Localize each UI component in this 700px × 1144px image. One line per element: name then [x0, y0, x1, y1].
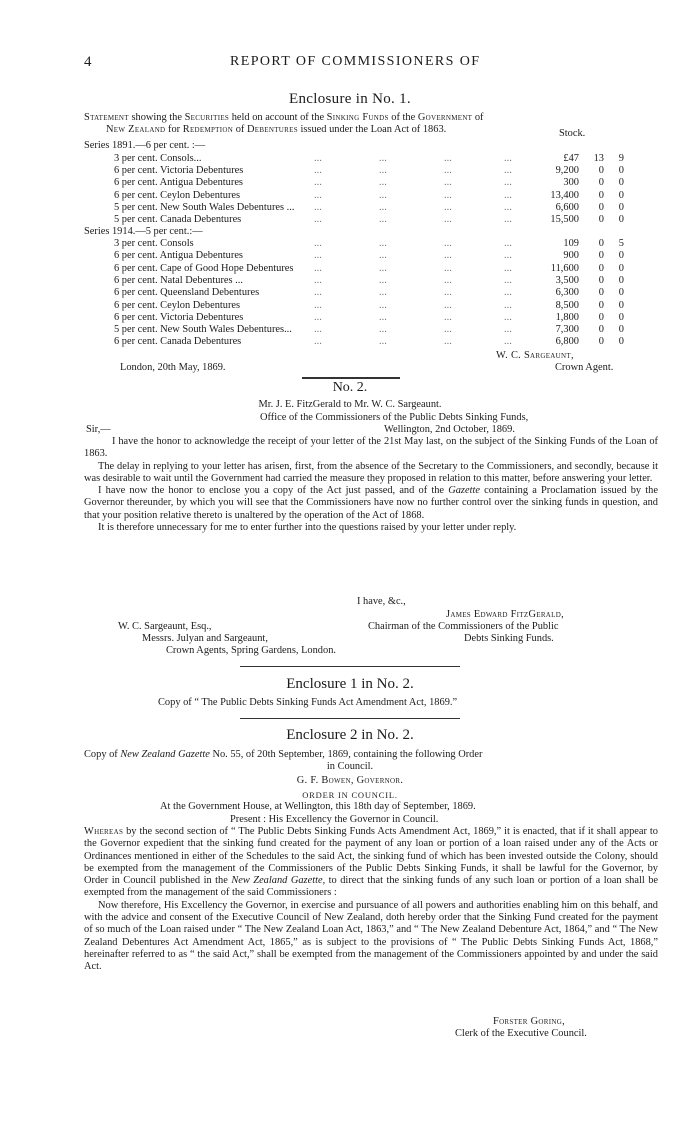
gazette-italic: New Zealand Gazette: [120, 749, 210, 760]
stock-shillings: 0: [598, 287, 604, 299]
paragraph: The delay in replying to your letter has arisen, first, from the absence of the Secretary to the Commissioners, and secondly, because it was desirable to wait until the Government had carried the measure they proposed in relation to this matter, before answering your letter.: [84, 460, 658, 484]
stock-shillings: 0: [598, 324, 604, 336]
leader-dots: ...: [379, 324, 387, 336]
stock-row: [114, 177, 659, 189]
leader-dots: ...: [379, 165, 387, 177]
order-signer-title: Clerk of the Executive Council.: [455, 1028, 587, 1039]
stock-amount: 6,600: [555, 201, 579, 213]
leader-dots: ...: [504, 311, 512, 323]
leader-dots: ...: [504, 336, 512, 348]
order-in-council: ORDER IN COUNCIL.: [302, 790, 398, 800]
copy-text: Copy of: [84, 749, 121, 760]
leader-dots: ...: [379, 287, 387, 299]
governor: G. F. Bowen, Governor.: [296, 775, 404, 786]
leader-dots: ...: [444, 214, 452, 225]
leader-dots: ...: [379, 153, 387, 164]
leader-dots: ...: [504, 153, 512, 164]
stock-amount: £47: [563, 153, 579, 164]
stock-row: [114, 336, 659, 348]
stock-pence: 0: [618, 274, 624, 286]
gazette-italic: New Zealand Gazette: [231, 875, 323, 887]
leader-dots: ...: [314, 214, 322, 225]
stock-amount: 3,500: [555, 274, 579, 286]
paragraph: [84, 485, 658, 522]
stock-amount: 7,300: [555, 324, 579, 336]
stock-description: 5 per cent. New South Wales Debentures...: [114, 324, 292, 336]
stock-pence: 9: [618, 153, 624, 164]
stock-description: 5 per cent. New South Wales Debentures ...: [114, 201, 295, 213]
paragraph: I have the honor to acknowledge the receipt of your letter of the 21st May last, on the subject of the Sinking Funds of the Loan of 1863.: [84, 436, 658, 460]
stock-row: [114, 153, 659, 165]
no2-letter-body: [84, 436, 658, 534]
place-date: London, 20th May, 1869.: [120, 362, 226, 373]
statement-text: Redemption: [182, 124, 234, 136]
stock-description: 6 per cent. Antigua Debentures: [114, 177, 243, 189]
stock-shillings: 0: [598, 177, 604, 189]
leader-dots: ...: [444, 250, 452, 262]
leader-dots: ...: [504, 189, 512, 201]
no2-place-date: Wellington, 2nd October, 1869.: [384, 424, 515, 435]
whereas-lead: Whereas: [84, 826, 124, 837]
leader-dots: ...: [314, 287, 322, 299]
leader-dots: ...: [314, 311, 322, 323]
stock-description: 6 per cent. Antigua Debentures: [114, 250, 243, 262]
statement-lead: Statement: [84, 112, 129, 123]
order-body: [84, 826, 658, 974]
stock-pence: 0: [618, 201, 624, 213]
stock-pence: 0: [618, 189, 624, 201]
leader-dots: ...: [314, 189, 322, 201]
leader-dots: ...: [444, 262, 452, 274]
stock-shillings: 0: [598, 336, 604, 348]
paragraph-text: containing a Proclamation issued by the Governor thereunder, by which you will see that the Commissioners have now no further control over the sinking funds in question, and that your position relative thereto is unaltered by the operation of the Act of 1868.: [84, 485, 658, 521]
leader-dots: ...: [379, 336, 387, 348]
leader-dots: ...: [504, 324, 512, 336]
stock-row: [114, 202, 659, 214]
stock-shillings: 0: [598, 189, 604, 201]
leader-dots: ...: [314, 336, 322, 348]
stock-description: 6 per cent. Ceylon Debentures: [114, 299, 241, 311]
no2-signer: James Edward FitzGerald,: [446, 609, 564, 620]
stock-amount: 109: [563, 238, 579, 249]
stock-pence: 0: [618, 287, 624, 299]
leader-dots: ...: [504, 165, 512, 177]
leader-dots: ...: [314, 153, 322, 164]
stock-shillings: 0: [598, 262, 604, 274]
stock-amount: 900: [563, 250, 579, 262]
stock-shillings: 0: [598, 238, 604, 249]
at-government-house: At the Government House, at Wellington, this 18th day of September, 1869.: [160, 801, 476, 812]
stock-row: [114, 165, 659, 177]
leader-dots: ...: [444, 201, 452, 213]
leader-dots: ...: [314, 274, 322, 286]
statement-text: of: [233, 124, 247, 136]
leader-dots: ...: [504, 214, 512, 225]
present: Present : His Excellency the Governor in Council.: [230, 814, 439, 825]
leader-dots: ...: [314, 201, 322, 213]
leader-dots: ...: [444, 324, 452, 336]
stock-pence: 0: [618, 324, 624, 336]
stock-amount: 9,200: [555, 165, 579, 177]
stock-shillings: 0: [598, 299, 604, 311]
leader-dots: ...: [314, 250, 322, 262]
leader-dots: ...: [314, 324, 322, 336]
paragraph: It is therefore unnecessary for me to enter further into the questions raised by your letter under reply.: [98, 522, 517, 534]
leader-dots: ...: [379, 238, 387, 249]
stock-pence: 5: [618, 238, 624, 249]
leader-dots: ...: [444, 274, 452, 286]
stock-row: [114, 312, 659, 324]
stock-description: 6 per cent. Natal Debentures ...: [114, 274, 243, 286]
series-1891-label: Series 1891.—6 per cent. :—: [84, 140, 206, 151]
leader-dots: ...: [314, 262, 322, 274]
stock-pence: 0: [618, 299, 624, 311]
no2-from-to: Mr. J. E. FitzGerald to Mr. W. C. Sargeaunt.: [258, 399, 442, 410]
leader-dots: ...: [444, 287, 452, 299]
leader-dots: ...: [379, 274, 387, 286]
statement-text: for: [165, 124, 183, 136]
leader-dots: ...: [504, 299, 512, 311]
addressee-3: Crown Agents, Spring Gardens, London.: [166, 645, 336, 656]
leader-dots: ...: [504, 262, 512, 274]
stock-pence: 0: [618, 336, 624, 348]
running-title: REPORT OF COMMISSIONERS OF: [230, 54, 481, 69]
stock-row: [114, 214, 659, 226]
leader-dots: ...: [504, 287, 512, 299]
leader-dots: ...: [444, 177, 452, 189]
page-number: 4: [84, 54, 92, 70]
leader-dots: ...: [379, 201, 387, 213]
statement-text: Sinking Funds: [326, 112, 389, 123]
statement-text: showing the: [128, 112, 185, 123]
stock-pence: 0: [618, 214, 624, 225]
stock-amount: 1,800: [555, 311, 579, 323]
stock-pence: 0: [618, 177, 624, 189]
addressee-1: W. C. Sargeaunt, Esq.,: [118, 621, 212, 632]
leader-dots: ...: [444, 153, 452, 164]
stock-row: [114, 238, 659, 250]
stock-description: 3 per cent. Consols: [114, 238, 194, 249]
stock-description: 6 per cent. Queensland Debentures: [114, 287, 260, 299]
leader-dots: ...: [379, 189, 387, 201]
leader-dots: ...: [504, 177, 512, 189]
stock-shillings: 0: [598, 214, 604, 225]
leader-dots: ...: [504, 274, 512, 286]
leader-dots: ...: [444, 165, 452, 177]
stock-description: 6 per cent. Victoria Debentures: [114, 165, 244, 177]
leader-dots: ...: [314, 238, 322, 249]
stock-pence: 0: [618, 262, 624, 274]
leader-dots: ...: [379, 250, 387, 262]
stock-amount: 6,800: [555, 336, 579, 348]
leader-dots: ...: [444, 311, 452, 323]
copy-line: [84, 749, 482, 761]
stock-description: 6 per cent. Cape of Good Hope Debentures: [114, 262, 294, 274]
whereas-paragraph: [84, 826, 658, 900]
divider: [302, 377, 400, 379]
stock-description: 3 per cent. Consols...: [114, 153, 202, 164]
stock-description: 6 per cent. Victoria Debentures: [114, 311, 244, 323]
statement-text: of: [472, 112, 484, 123]
addressee-2: Messrs. Julyan and Sargeaunt,: [142, 633, 268, 644]
divider: [240, 718, 460, 719]
paragraph-text: I have now the honor to enclose you a copy of the Act just passed, and of the: [98, 485, 449, 497]
stock-row: [114, 287, 659, 299]
stock-amount: 6,300: [555, 287, 579, 299]
running-header: [84, 56, 654, 76]
stock-amount: 11,600: [550, 262, 579, 274]
no2-signer-title1: Chairman of the Commissioners of the Public: [368, 621, 559, 632]
leader-dots: ...: [504, 238, 512, 249]
leader-dots: ...: [504, 201, 512, 213]
statement-text: New Zealand: [106, 124, 166, 136]
stock-shillings: 0: [598, 250, 604, 262]
stock-amount: 15,500: [550, 214, 579, 225]
stock-row: [114, 324, 659, 336]
stock-amount: 13,400: [550, 189, 579, 201]
no2-title: No. 2.: [332, 380, 368, 395]
statement-text: held on account of the: [229, 112, 327, 123]
stock-row: [114, 263, 659, 275]
leader-dots: ...: [314, 177, 322, 189]
leader-dots: ...: [379, 299, 387, 311]
statement-text: of the: [388, 112, 418, 123]
stock-shillings: 0: [598, 311, 604, 323]
signer-name: W. C. Sargeaunt,: [496, 350, 574, 361]
stock-amount: 300: [563, 177, 579, 189]
leader-dots: ...: [444, 238, 452, 249]
enclosure2-no2-title: Enclosure 2 in No. 2.: [286, 727, 414, 743]
stock-row: [114, 250, 659, 262]
leader-dots: ...: [314, 299, 322, 311]
gazette-italic: Gazette: [448, 485, 480, 497]
stock-description: 6 per cent. Canada Debentures: [114, 336, 242, 348]
leader-dots: ...: [504, 250, 512, 262]
leader-dots: ...: [379, 311, 387, 323]
now-therefore-paragraph: Now therefore, His Excellency the Governor, in exercise and pursuance of all powers and authorities enabling him on this behalf, and with the advice and consent of the Executive Council of New Zealand, doth hereby order that the Sinking Fund created for the payment of so much of the Loan raised under “ The New Zealand Loan Act, 1863,” and “ The New Zealand Debenture Act, 1864,” and “ The New Zealand Debentures Act Amendment Act, 1865,” as is subject to the provisions of “ The Public Debts Sinking Funds Act, 1868,” hereinafter referred to as “ the said Act,” shall be exempted from the management of the Commissioners appointed by and under the said Act.: [84, 899, 658, 973]
stock-shillings: 0: [598, 274, 604, 286]
no2-close: I have, &c.,: [357, 596, 406, 607]
leader-dots: ...: [444, 299, 452, 311]
whereas-text: , to direct that the sinking funds of any such loan or portion of a loan shall be exempted from the management of the said Commissioners :: [84, 875, 659, 899]
signer-title: Crown Agent.: [555, 362, 614, 373]
copy-line-2: in Council.: [326, 761, 374, 772]
statement-text: Government: [417, 112, 473, 123]
stock-description: 5 per cent. Canada Debentures: [114, 214, 242, 225]
stock-pence: 0: [618, 165, 624, 177]
leader-dots: ...: [314, 165, 322, 177]
salutation: Sir,—: [86, 424, 111, 435]
series-1914-label: Series 1914.—5 per cent.:—: [84, 226, 203, 237]
leader-dots: ...: [379, 177, 387, 189]
leader-dots: ...: [379, 214, 387, 225]
statement-text: Securities: [184, 112, 230, 123]
divider: [240, 666, 460, 667]
stock-pence: 0: [618, 311, 624, 323]
stock-header: Stock.: [559, 128, 586, 139]
stock-shillings: 13: [593, 153, 604, 164]
leader-dots: ...: [444, 189, 452, 201]
statement-text: issued under the Loan Act of 1863.: [297, 124, 447, 136]
stock-shillings: 0: [598, 201, 604, 213]
stock-row: [114, 190, 659, 202]
no2-office: Office of the Commissioners of the Public Debts Sinking Funds,: [260, 412, 529, 423]
enclosure1-no2-text: Copy of “ The Public Debts Sinking Funds Act Amendment Act, 1869.”: [158, 697, 458, 708]
copy-text: No. 55, of 20th September, 1869, containing the following Order: [209, 749, 483, 760]
no2-signer-title2: Debts Sinking Funds.: [464, 633, 554, 644]
stock-pence: 0: [618, 250, 624, 262]
leader-dots: ...: [379, 262, 387, 274]
leader-dots: ...: [444, 336, 452, 348]
order-signer: Forster Goring,: [493, 1016, 565, 1027]
enclosure1-no2-title: Enclosure 1 in No. 2.: [286, 676, 414, 692]
stock-shillings: 0: [598, 165, 604, 177]
stock-row: [114, 300, 659, 312]
enclosure1-title: Enclosure in No. 1.: [289, 91, 411, 107]
stock-row: [114, 275, 659, 287]
stock-description: 6 per cent. Ceylon Debentures: [114, 189, 241, 201]
statement-text: Debentures: [246, 124, 298, 136]
whereas-text: by the second section of “ The Public Debts Sinking Funds Acts Amendment Act, 1869,” it is enacted, that if it shall appear to the Governor expedient that the sinking fund created for the payment of any loan or portion of a loan raised under any of the Acts or Ordinances mentioned in either of the Schedules to the said Act, the sinking fund of which has been invested outside the Colony, should be exempted from the management of the Commissioners of the Public Debts Sinking Funds, it shall be lawful for the Governor, by Order in Council published in the: [84, 826, 658, 887]
stock-amount: 8,500: [555, 299, 579, 311]
